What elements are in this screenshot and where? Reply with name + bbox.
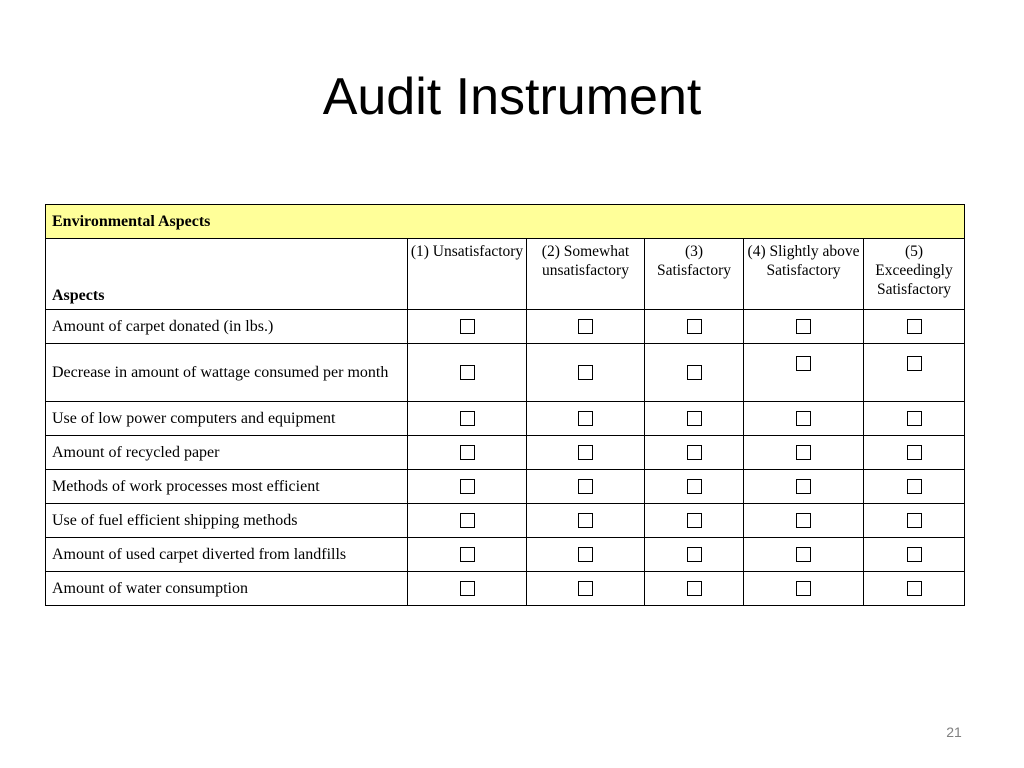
rating-checkbox[interactable] bbox=[460, 411, 475, 426]
column-header-row bbox=[46, 239, 965, 310]
rating-checkbox[interactable] bbox=[796, 547, 811, 562]
aspect-label: Amount of used carpet diverted from landfills bbox=[46, 538, 408, 572]
rating-checkbox[interactable] bbox=[687, 319, 702, 334]
table-row bbox=[46, 310, 965, 344]
slide-title: Audit Instrument bbox=[322, 68, 702, 126]
rating-checkbox[interactable] bbox=[907, 479, 922, 494]
rating-checkbox[interactable] bbox=[796, 479, 811, 494]
rating-checkbox[interactable] bbox=[460, 479, 475, 494]
rating-checkbox[interactable] bbox=[578, 513, 593, 528]
rating-checkbox[interactable] bbox=[578, 547, 593, 562]
rating-checkbox[interactable] bbox=[578, 445, 593, 460]
rating-checkbox[interactable] bbox=[687, 547, 702, 562]
section-header-row bbox=[46, 205, 965, 239]
rating-checkbox[interactable] bbox=[687, 513, 702, 528]
rating-checkbox[interactable] bbox=[687, 411, 702, 426]
audit-table bbox=[45, 204, 965, 606]
rating-checkbox[interactable] bbox=[578, 581, 593, 596]
rating-checkbox[interactable] bbox=[796, 356, 811, 371]
table-row bbox=[46, 436, 965, 470]
rating-checkbox[interactable] bbox=[687, 445, 702, 460]
rating-checkbox[interactable] bbox=[460, 513, 475, 528]
rating-checkbox[interactable] bbox=[907, 411, 922, 426]
rating-checkbox[interactable] bbox=[460, 319, 475, 334]
rating-header-5: (5) Exceedingly Satisfactory bbox=[864, 239, 965, 310]
rating-checkbox[interactable] bbox=[796, 319, 811, 334]
rating-header-2: (2) Somewhat unsatisfactory bbox=[527, 239, 645, 310]
rating-checkbox[interactable] bbox=[460, 547, 475, 562]
page-number: 21 bbox=[946, 724, 962, 740]
rating-checkbox[interactable] bbox=[460, 581, 475, 596]
rating-checkbox[interactable] bbox=[907, 581, 922, 596]
rating-header-1: (1) Unsatisfactory bbox=[408, 239, 527, 310]
rating-header-4: (4) Slightly above Satisfactory bbox=[744, 239, 864, 310]
rating-checkbox[interactable] bbox=[796, 411, 811, 426]
table-row bbox=[46, 504, 965, 538]
aspect-label: Amount of water consumption bbox=[46, 572, 408, 606]
aspect-label: Decrease in amount of wattage consumed per month bbox=[46, 344, 408, 402]
aspect-label: Use of low power computers and equipment bbox=[46, 402, 408, 436]
section-header: Environmental Aspects bbox=[46, 205, 965, 239]
rating-checkbox[interactable] bbox=[796, 581, 811, 596]
rating-checkbox[interactable] bbox=[578, 479, 593, 494]
rating-checkbox[interactable] bbox=[907, 445, 922, 460]
rating-checkbox[interactable] bbox=[578, 411, 593, 426]
rating-checkbox[interactable] bbox=[687, 581, 702, 596]
table-row bbox=[46, 538, 965, 572]
aspect-label: Use of fuel efficient shipping methods bbox=[46, 504, 408, 538]
table-row bbox=[46, 470, 965, 504]
table-row bbox=[46, 402, 965, 436]
rating-checkbox[interactable] bbox=[907, 319, 922, 334]
aspect-label: Amount of recycled paper bbox=[46, 436, 408, 470]
rating-checkbox[interactable] bbox=[907, 513, 922, 528]
rating-checkbox[interactable] bbox=[578, 365, 593, 380]
aspects-header: Aspects bbox=[46, 239, 408, 310]
rating-checkbox[interactable] bbox=[460, 445, 475, 460]
rating-checkbox[interactable] bbox=[796, 445, 811, 460]
rating-checkbox[interactable] bbox=[578, 319, 593, 334]
table-row bbox=[46, 572, 965, 606]
table-row bbox=[46, 344, 965, 402]
rating-checkbox[interactable] bbox=[687, 479, 702, 494]
rating-checkbox[interactable] bbox=[907, 547, 922, 562]
aspect-label: Amount of carpet donated (in lbs.) bbox=[46, 310, 408, 344]
rating-checkbox[interactable] bbox=[907, 356, 922, 371]
rating-header-3: (3) Satisfactory bbox=[645, 239, 744, 310]
rating-checkbox[interactable] bbox=[460, 365, 475, 380]
rating-checkbox[interactable] bbox=[687, 365, 702, 380]
rating-checkbox[interactable] bbox=[796, 513, 811, 528]
aspect-label: Methods of work processes most efficient bbox=[46, 470, 408, 504]
